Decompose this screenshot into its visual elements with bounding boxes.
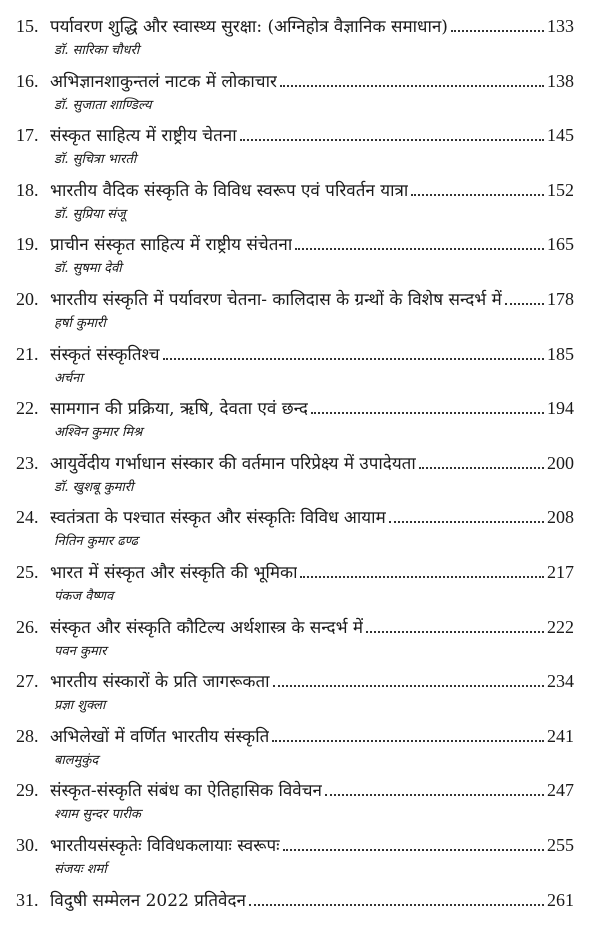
- entry-number: 31.: [16, 886, 50, 914]
- entry-number: 18.: [16, 176, 50, 204]
- entry-author: पवन कुमार: [54, 642, 106, 662]
- dot-leader: [240, 139, 544, 141]
- entry-author: डॉ. सुजाता शाण्डिल्य: [54, 96, 151, 116]
- toc-line: [16, 67, 574, 95]
- page-number: 241: [547, 722, 574, 750]
- page-number: 208: [547, 503, 574, 531]
- dot-leader: [163, 358, 544, 360]
- dot-leader: [505, 303, 544, 305]
- entry-title[interactable]: संस्कृत और संस्कृति कौटिल्य अर्थशास्त्र के सन्दर्भ में: [50, 614, 363, 642]
- entry-number: 24.: [16, 503, 50, 531]
- entry-number: 23.: [16, 449, 50, 477]
- entry-author: बालमुकुंद: [54, 751, 98, 771]
- entry-title[interactable]: संस्कृतं संस्कृतिश्च: [50, 341, 160, 369]
- entry-number: 22.: [16, 394, 50, 422]
- entry-author: हर्षा कुमारी: [54, 314, 106, 334]
- entry-title[interactable]: स्वतंत्रता के पश्चात संस्कृत और संस्कृतिः विविध आयाम: [50, 504, 386, 532]
- entry-author: डॉ. खुशबू कुमारी: [54, 478, 133, 498]
- toc-entry[interactable]: [0, 831, 600, 886]
- entry-author: डॉ. सुचित्रा भारती: [54, 150, 136, 170]
- entry-number: 26.: [16, 613, 50, 641]
- entry-author: नितिन कुमार ढण्ढ: [54, 532, 138, 552]
- toc-line: [16, 230, 574, 258]
- entry-number: 17.: [16, 121, 50, 149]
- toc-line: [16, 722, 574, 750]
- toc-entry[interactable]: [0, 340, 600, 395]
- page-number: 234: [547, 667, 574, 695]
- toc-line: [16, 394, 574, 422]
- dot-leader: [451, 30, 544, 32]
- dot-leader: [419, 467, 544, 469]
- dot-leader: [325, 794, 544, 796]
- entry-number: 30.: [16, 831, 50, 859]
- page-number: 145: [547, 121, 574, 149]
- dot-leader: [311, 412, 544, 414]
- entry-number: 20.: [16, 285, 50, 313]
- page-number: 152: [547, 176, 574, 204]
- page-number: 200: [547, 449, 574, 477]
- page-number: 178: [547, 285, 574, 313]
- page-number: 194: [547, 394, 574, 422]
- toc-line: [16, 667, 574, 695]
- toc-line: [16, 503, 574, 531]
- entry-author: पंकज वैष्णव: [54, 587, 113, 607]
- toc-entry[interactable]: [0, 67, 600, 122]
- entry-title[interactable]: भारतीयसंस्कृतेः विविधकलायाः स्वरूपः: [50, 832, 280, 860]
- dot-leader: [249, 904, 544, 906]
- entry-author: श्याम सुन्दर पारीक: [54, 805, 141, 825]
- entry-title[interactable]: प्राचीन संस्कृत साहित्य में राष्ट्रीय संचेतना: [50, 231, 292, 259]
- entry-author: संजयः शर्मा: [54, 860, 107, 880]
- toc-line: [16, 776, 574, 804]
- toc-line: [16, 121, 574, 149]
- entry-title[interactable]: संस्कृत साहित्य में राष्ट्रीय चेतना: [50, 122, 237, 150]
- entry-title[interactable]: पर्यावरण शुद्धि और स्वास्थ्य सुरक्षा: (अग्निहोत्र वैज्ञानिक समाधान): [50, 13, 448, 41]
- toc-line: [16, 558, 574, 586]
- page-number: 222: [547, 613, 574, 641]
- toc-line: [16, 831, 574, 859]
- entry-title[interactable]: अभिज्ञानशाकुन्तलं नाटक में लोकाचार: [50, 68, 277, 96]
- toc-entry[interactable]: [0, 394, 600, 449]
- toc-entry[interactable]: [0, 776, 600, 831]
- entry-title[interactable]: भारत में संस्कृत और संस्कृति की भूमिका: [50, 559, 297, 587]
- entry-title[interactable]: भारतीय संस्कृति में पर्यावरण चेतना- कालिदास के ग्रन्थों के विशेष सन्दर्भ में: [50, 286, 502, 314]
- entry-author: प्रज्ञा शुक्ला: [54, 696, 105, 716]
- page-number: 261: [547, 886, 574, 914]
- table-of-contents: [0, 12, 600, 940]
- toc-entry[interactable]: [0, 176, 600, 231]
- toc-entry[interactable]: [0, 503, 600, 558]
- toc-line: [16, 12, 574, 40]
- entry-number: 15.: [16, 12, 50, 40]
- dot-leader: [273, 685, 544, 687]
- page-number: 255: [547, 831, 574, 859]
- toc-line: [16, 176, 574, 204]
- toc-entry[interactable]: [0, 558, 600, 613]
- toc-entry[interactable]: [0, 449, 600, 504]
- page-number: 138: [547, 67, 574, 95]
- page-number: 247: [547, 776, 574, 804]
- toc-line: [16, 613, 574, 641]
- dot-leader: [272, 740, 544, 742]
- toc-entry[interactable]: [0, 121, 600, 176]
- entry-number: 25.: [16, 558, 50, 586]
- toc-entry[interactable]: [0, 230, 600, 285]
- toc-line: [16, 285, 574, 313]
- toc-entry[interactable]: [0, 613, 600, 668]
- toc-entry[interactable]: [0, 886, 600, 940]
- entry-title[interactable]: आयुर्वेदीय गर्भाधान संस्कार की वर्तमान परिप्रेक्ष्य में उपादेयता: [50, 450, 416, 478]
- entry-title[interactable]: अभिलेखों में वर्णित भारतीय संस्कृति: [50, 723, 269, 751]
- entry-author: अर्चना: [54, 369, 83, 389]
- entry-number: 19.: [16, 230, 50, 258]
- toc-line: [16, 340, 574, 368]
- entry-number: 27.: [16, 667, 50, 695]
- page-number: 217: [547, 558, 574, 586]
- entry-title[interactable]: भारतीय वैदिक संस्कृति के विविध स्वरूप एवं परिवर्तन यात्रा: [50, 177, 408, 205]
- entry-author: डॉ. सुषमा देवी: [54, 259, 122, 279]
- toc-entry[interactable]: [0, 285, 600, 340]
- entry-author: डॉ. सुप्रिया संजू: [54, 205, 126, 225]
- toc-line: [16, 449, 574, 477]
- dot-leader: [295, 248, 544, 250]
- dot-leader: [389, 521, 544, 523]
- entry-title[interactable]: विदुषी सम्मेलन 2022 प्रतिवेदन: [50, 887, 246, 915]
- entry-author: डॉ. सारिका चौधरी: [54, 41, 139, 61]
- entry-number: 16.: [16, 67, 50, 95]
- toc-entry[interactable]: [0, 722, 600, 777]
- entry-number: 29.: [16, 776, 50, 804]
- toc-entry[interactable]: [0, 667, 600, 722]
- page-number: 133: [547, 12, 574, 40]
- dot-leader: [300, 576, 544, 578]
- dot-leader: [411, 194, 544, 196]
- entry-author: अश्विन कुमार मिश्र: [54, 423, 142, 443]
- entry-number: 28.: [16, 722, 50, 750]
- dot-leader: [280, 85, 544, 87]
- entry-title[interactable]: भारतीय संस्कारों के प्रति जागरूकता: [50, 668, 270, 696]
- page-number: 185: [547, 340, 574, 368]
- toc-line: [16, 886, 574, 914]
- toc-entry[interactable]: [0, 12, 600, 67]
- entry-title[interactable]: सामगान की प्रक्रिया, ऋषि, देवता एवं छन्द: [50, 395, 308, 423]
- entry-title[interactable]: संस्कृत-संस्कृति संबंध का ऐतिहासिक विवेचन: [50, 777, 322, 805]
- dot-leader: [366, 631, 544, 633]
- entry-number: 21.: [16, 340, 50, 368]
- dot-leader: [283, 849, 544, 851]
- page-number: 165: [547, 230, 574, 258]
